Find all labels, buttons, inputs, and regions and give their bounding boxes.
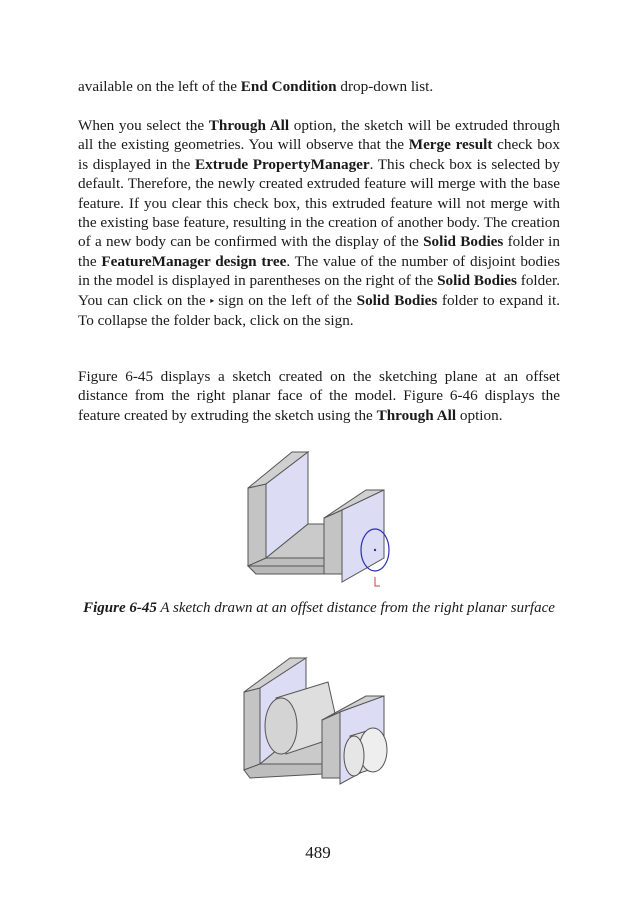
figure-6-46-extruded-image xyxy=(236,652,400,788)
page-number: 489 xyxy=(305,843,331,862)
origin-marker-icon xyxy=(375,577,380,586)
expand-arrow-icon: ▸ xyxy=(210,296,215,306)
paragraph-intro: available on the left of the End Condition drop-down list. xyxy=(78,78,434,95)
figure-6-45-caption: Figure 6-45 A sketch drawn at an offset distance from the right planar surface xyxy=(83,600,555,616)
figure-6-45-sketch-image xyxy=(236,446,400,594)
paragraph-through-all: When you select the Through All option, the sketch will be extruded through all the existing geometries. You will observe that the Merge result check box is displayed in the Extrude PropertyManager. This check box is selected by default. Therefore, the newly created extruded feature will merge with the base feature. If you clear this check box, this extruded feature will not merge with the existing base feature, resulting in the creation of another body. The creation of a new body can be confirmed with the display of the Solid Bodies folder in the FeatureManager design tree. The value of the number of disjoint bodies in the model is displayed in parentheses on the right of the Solid Bodies folder. You can click on the ▸ sign on the left of the Solid Bodies folder to expand it. To collapse the folder back, click on the sign. xyxy=(78,117,561,329)
paragraph-figure-reference: Figure 6-45 displays a sketch created on the sketching plane at an offset distance from the right planar face of the model. Figure 6-46 displays the feature created by extruding the sketch using the Through All option. xyxy=(78,368,560,424)
